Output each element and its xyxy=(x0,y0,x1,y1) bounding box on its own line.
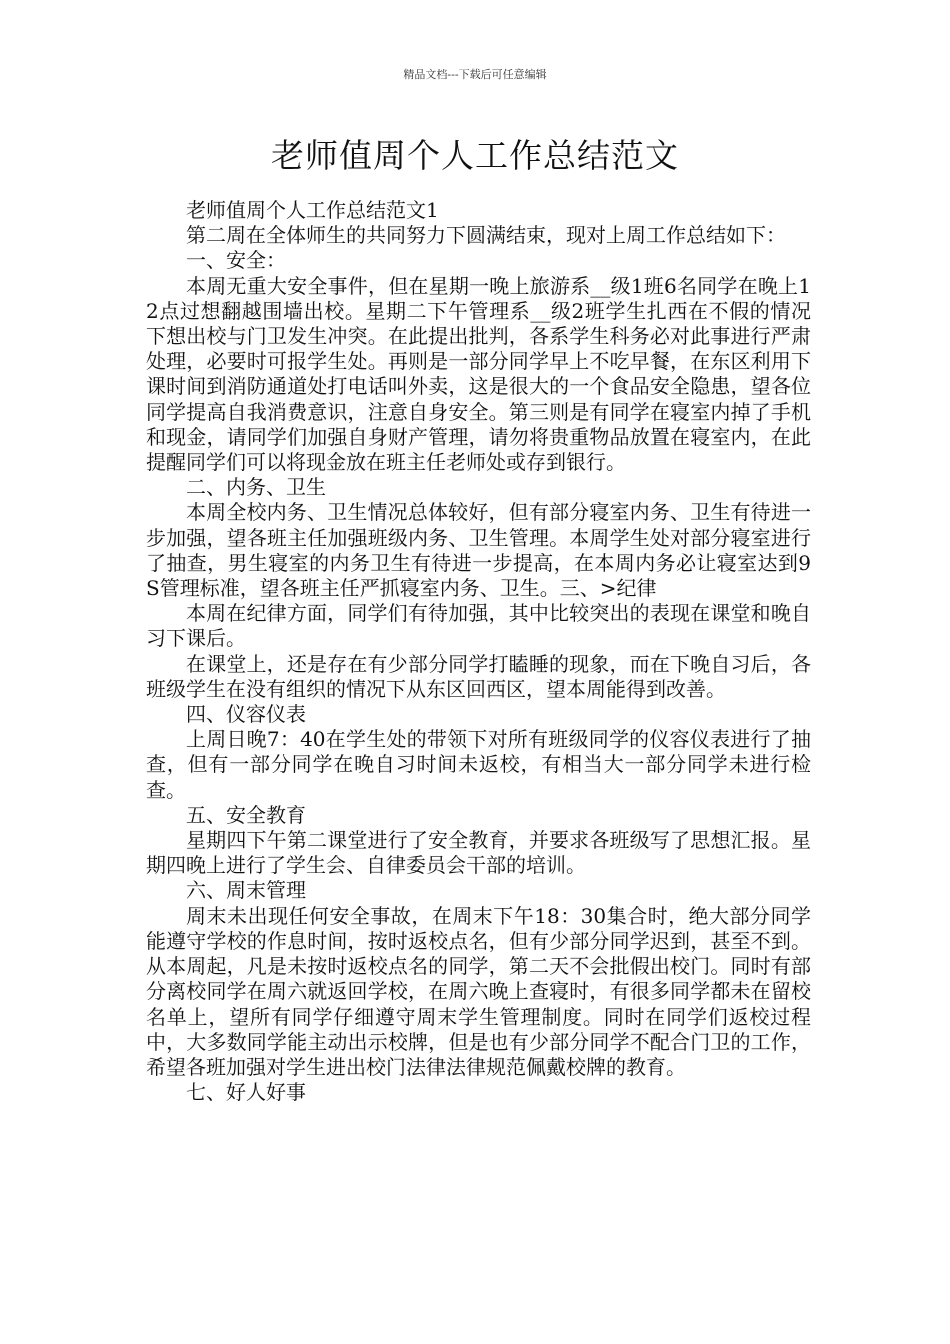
section-heading-housekeeping: 二、内务、卫生 xyxy=(186,475,326,500)
paragraph-discipline-2: 在课堂上，还是存在有少部分同学打瞌睡的现象，而在下晚自习后，各班级学生在没有组织的情况下从东区回西区，望本周能得到改善。 xyxy=(146,651,811,701)
paragraph-appearance: 上周日晚7：40在学生处的带领下对所有班级同学的仪容仪表进行了抽查，但有一部分同学在晚自习时间未返校，有相当大一部分同学未进行检查。 xyxy=(146,727,811,802)
paragraph-safety-education: 星期四下午第二课堂进行了安全教育，并要求各班级写了思想汇报。星期四晚上进行了学生会、自律委员会干部的培训。 xyxy=(146,828,811,878)
paragraph-safety: 本周无重大安全事件，但在星期一晚上旅游系__级1班6名同学在晚上12点过想翻越围墙出校。星期二下午管理系__级2班学生扎西在不假的情况下想出校与门卫发生冲突。在此提出批判，各系学生科务必对此事进行严肃处理，必要时可报学生处。再则是一部分同学早上不吃早餐，在东区利用下课时间到消防通道处打电话叫外卖，这是很大的一个食品安全隐患，望各位同学提高自我消费意识，注意自身安全。第三则是有同学在寝室内掉了手机和现金，请同学们加强自身财产管理，请勿将贵重物品放置在寝室内，在此提醒同学们可以将现金放在班主任老师处或存到银行。 xyxy=(146,273,811,475)
paragraph-subtitle: 老师值周个人工作总结范文1 xyxy=(186,198,439,222)
paragraph-housekeeping: 本周全校内务、卫生情况总体较好，但有部分寝室内务、卫生有待进一步加强，望各班主任加强班级内务、卫生管理。本周学生处对部分寝室进行了抽查，男生寝室的内务卫生有待进一步提高，在本周内务必让寝室达到9S管理标准，望各班主任严抓寝室内务、卫生。三、>纪律 xyxy=(146,500,811,601)
paragraph-weekend: 周末未出现任何安全事故，在周末下午18：30集合时，绝大部分同学能遵守学校的作息时间，按时返校点名，但有少部分同学迟到，甚至不到。从本周起，凡是未按时返校点名的同学，第二天不会批假出校门。同时有部分离校同学在周六就返回学校，在周六晚上查寝时，有很多同学都未在留校名单上，望所有同学仔细遵守周末学生管理制度。同时在同学们返校过程中，大多数同学能主动出示校牌，但是也有少部分同学不配合门卫的工作，希望各班加强对学生进出校门法律法律规范佩戴校牌的教育。 xyxy=(146,903,811,1079)
paragraph-discipline-1: 本周在纪律方面，同学们有待加强，其中比较突出的表现在课堂和晚自习下课后。 xyxy=(146,601,811,651)
section-heading-safety: 一、安全： xyxy=(186,248,286,273)
paragraph-intro: 第二周在全体师生的共同努力下圆满结束，现对上周工作总结如下： xyxy=(186,223,786,248)
document-body xyxy=(146,198,811,1105)
document-title: 老师值周个人工作总结范文 xyxy=(271,136,679,175)
header-note: 精品文档---下载后可任意编辑 xyxy=(403,68,547,81)
section-heading-appearance: 四、仪容仪表 xyxy=(186,702,306,727)
section-heading-safety-education: 五、安全教育 xyxy=(186,802,306,827)
section-heading-weekend: 六、周末管理 xyxy=(186,878,306,903)
section-heading-good-deeds: 七、好人好事 xyxy=(186,1080,306,1105)
